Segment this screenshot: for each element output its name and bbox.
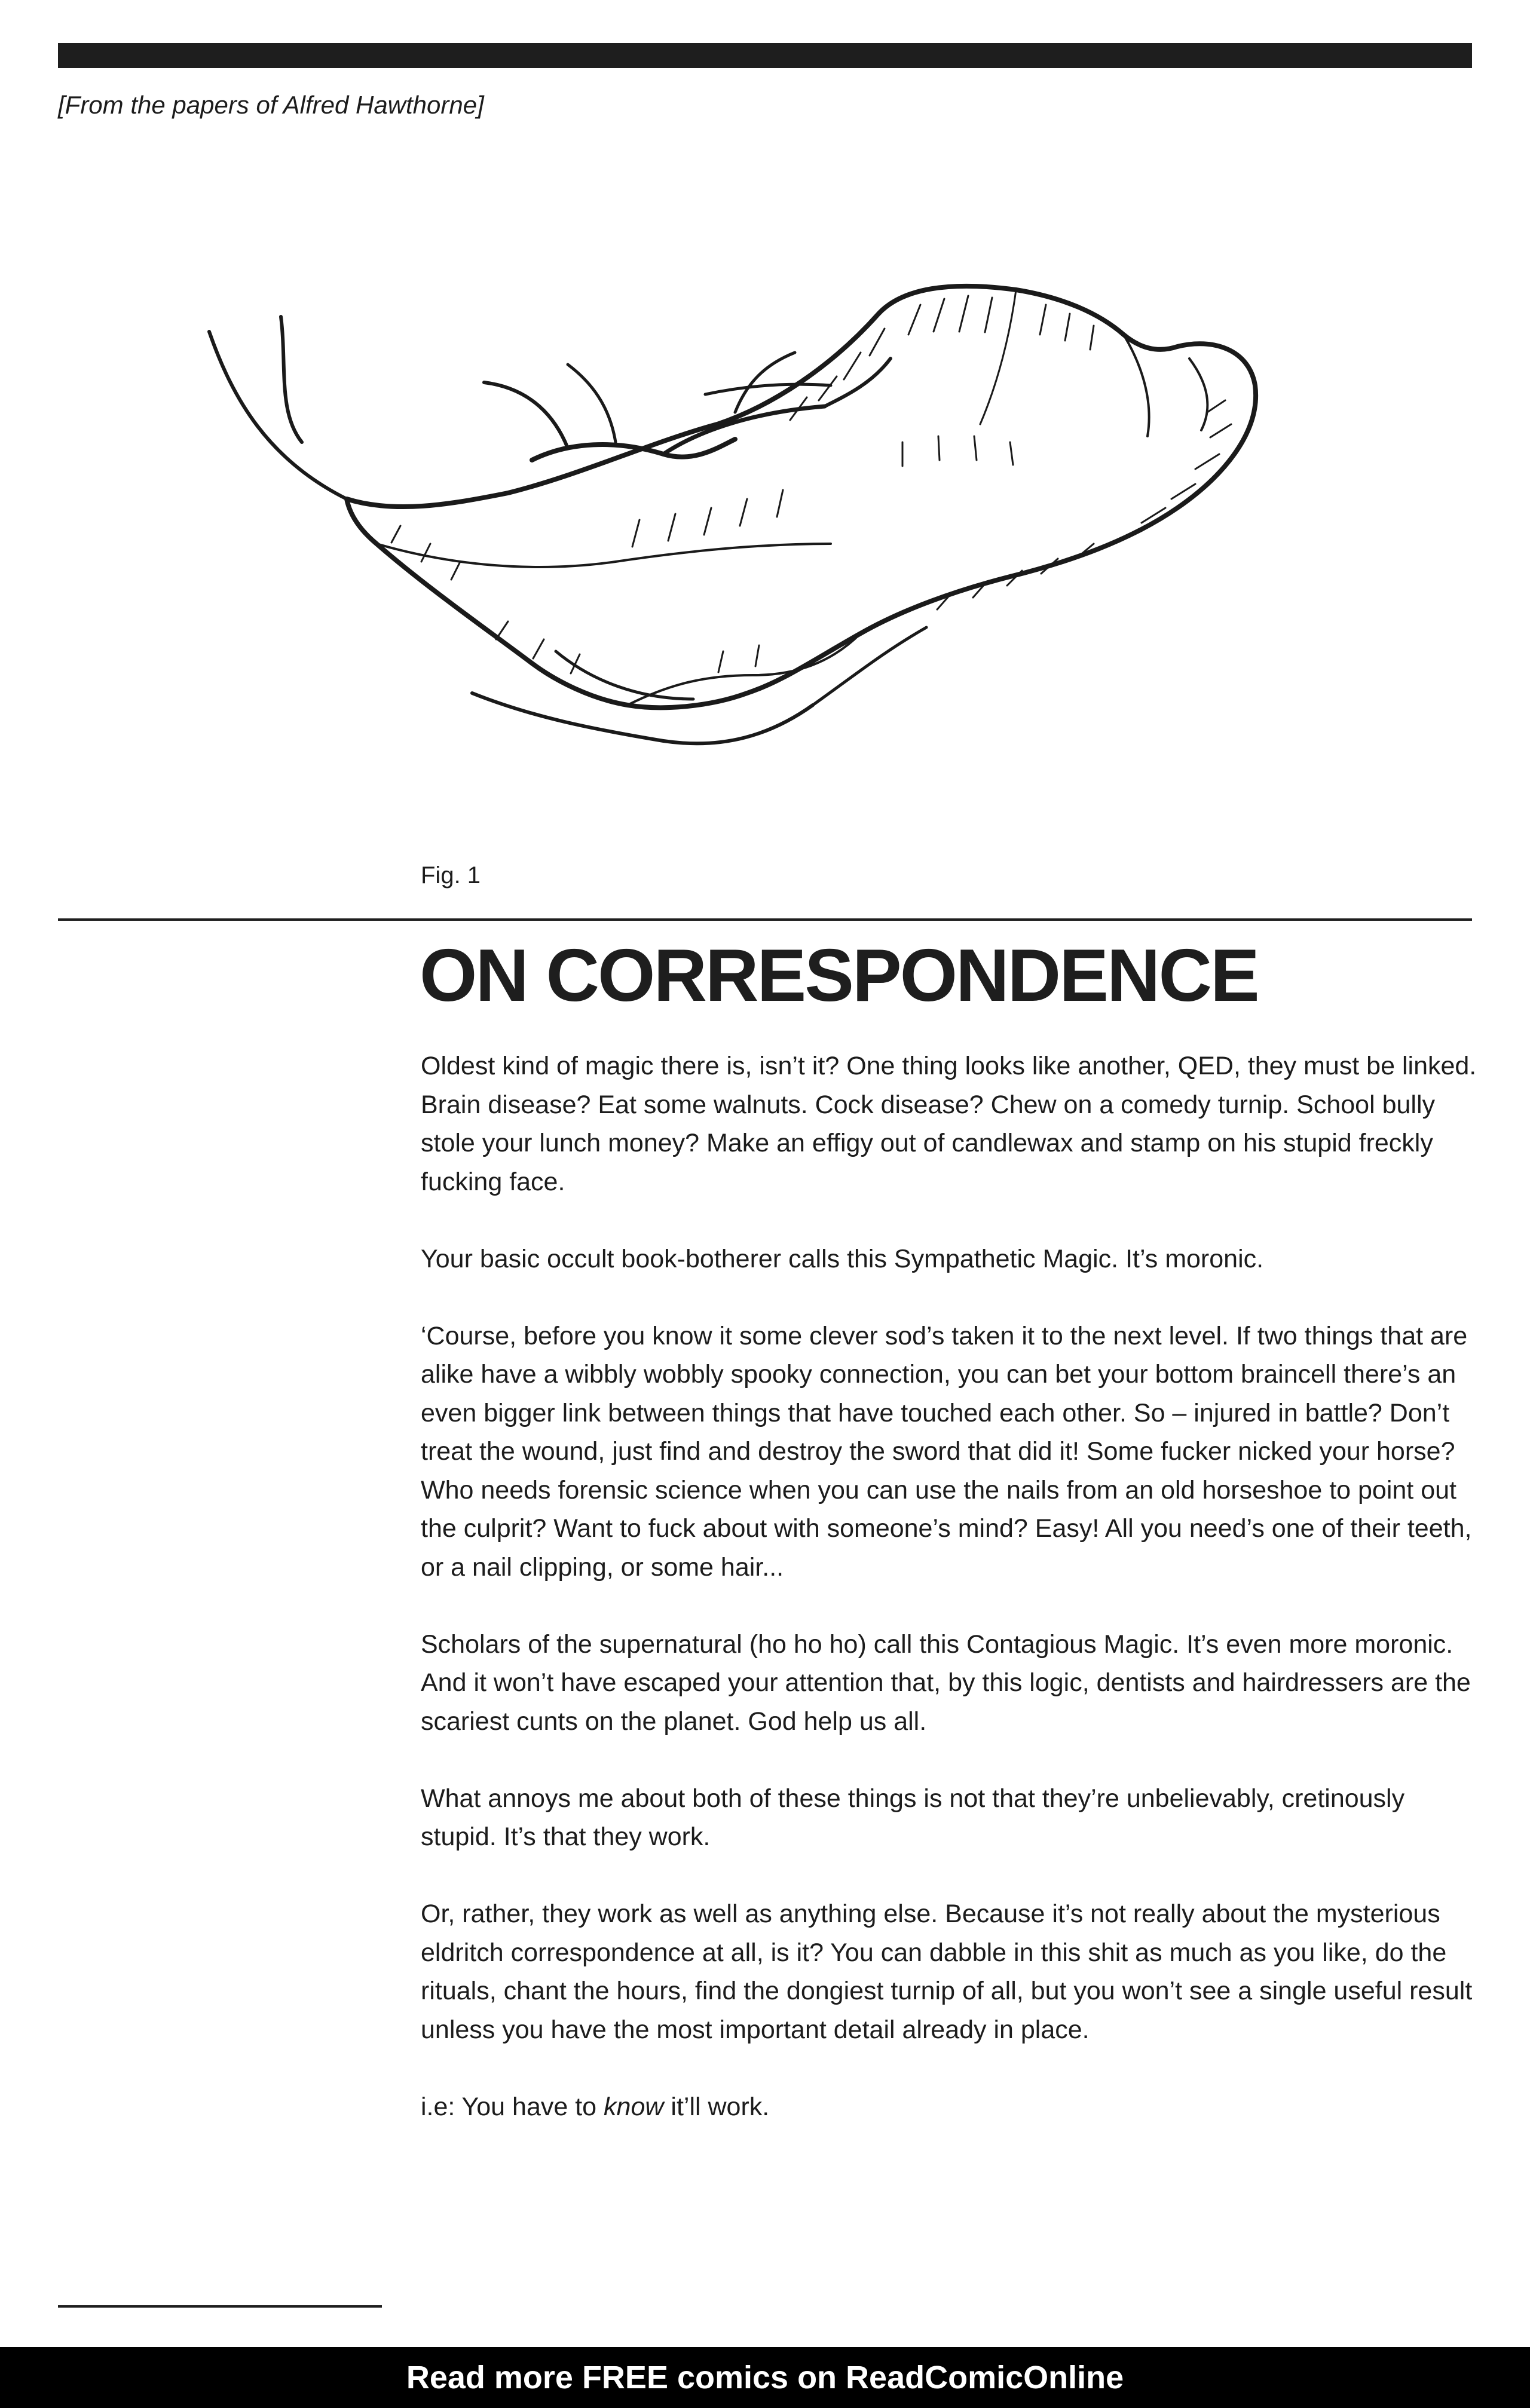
root-vegetable-illustration-icon: [197, 263, 1333, 789]
footnote-rule: [58, 2305, 382, 2308]
closing-paragraph: [421, 2088, 1479, 2127]
paragraph: Or, rather, they work as well as anything else. Because it’s not really about the mysterious eldritch correspondence at all, is it? You can dabble in this shit as much as you like, do the rituals, chant the hours, find the dongiest turnip of all, but you won’t see a single useful result unless you have the most important detail already in place.: [421, 1900, 1473, 2044]
read-more-link[interactable]: Read more FREE comics on ReadComicOnline: [406, 2360, 1124, 2395]
page-title: ON CORRESPONDENCE: [420, 935, 1258, 1017]
paragraph: ‘Course, before you know it some clever sod’s taken it to the next level. If two things that are alike have a wibbly wobbly spooky connection, you can bet your bottom braincell there’s an even bigger link between things that have touched each other. So – injured in battle? Don’t treat the wound, just find and destroy the sword that did it! Some fucker nicked your horse? Who needs forensic science when you can use the nails from an old horseshoe to point out the culprit? Want to fuck about with someone’s mind? Easy! All you need’s one of their teeth, or a nail clipping, or some hair...: [421, 1321, 1472, 1582]
paragraph: Scholars of the supernatural (ho ho ho) call this Contagious Magic. It’s even more moronic. And it won’t have escaped your attention that, by this logic, dentists and hairdressers are the scariest cunts on the planet. God help us all.: [421, 1629, 1471, 1736]
section-divider: [58, 918, 1472, 921]
closing-text-end: it’ll work.: [663, 2092, 770, 2121]
paragraph: What annoys me about both of these things is not that they’re unbelievably, cretinously stupid. It’s that they work.: [421, 1784, 1405, 1851]
top-bar: [58, 43, 1472, 68]
figure-caption: Fig. 1: [421, 862, 481, 889]
paragraph: Your basic occult book-botherer calls this Sympathetic Magic. It’s moronic.: [421, 1244, 1264, 1273]
source-note: [From the papers of Alfred Hawthorne]: [58, 91, 484, 119]
paragraph: Oldest kind of magic there is, isn’t it? One thing looks like another, QED, they must be linked. Brain disease? Eat some walnuts. Cock disease? Chew on a comedy turnip. School bully stole your lunch money? Make an effigy out of candlewax and stamp on his stupid freckly fucking face.: [421, 1052, 1477, 1196]
closing-text: i.e: You have to: [421, 2092, 604, 2121]
article-body: [421, 1047, 1479, 2165]
closing-emphasis: know: [604, 2092, 664, 2121]
footer-banner: [0, 2347, 1530, 2408]
